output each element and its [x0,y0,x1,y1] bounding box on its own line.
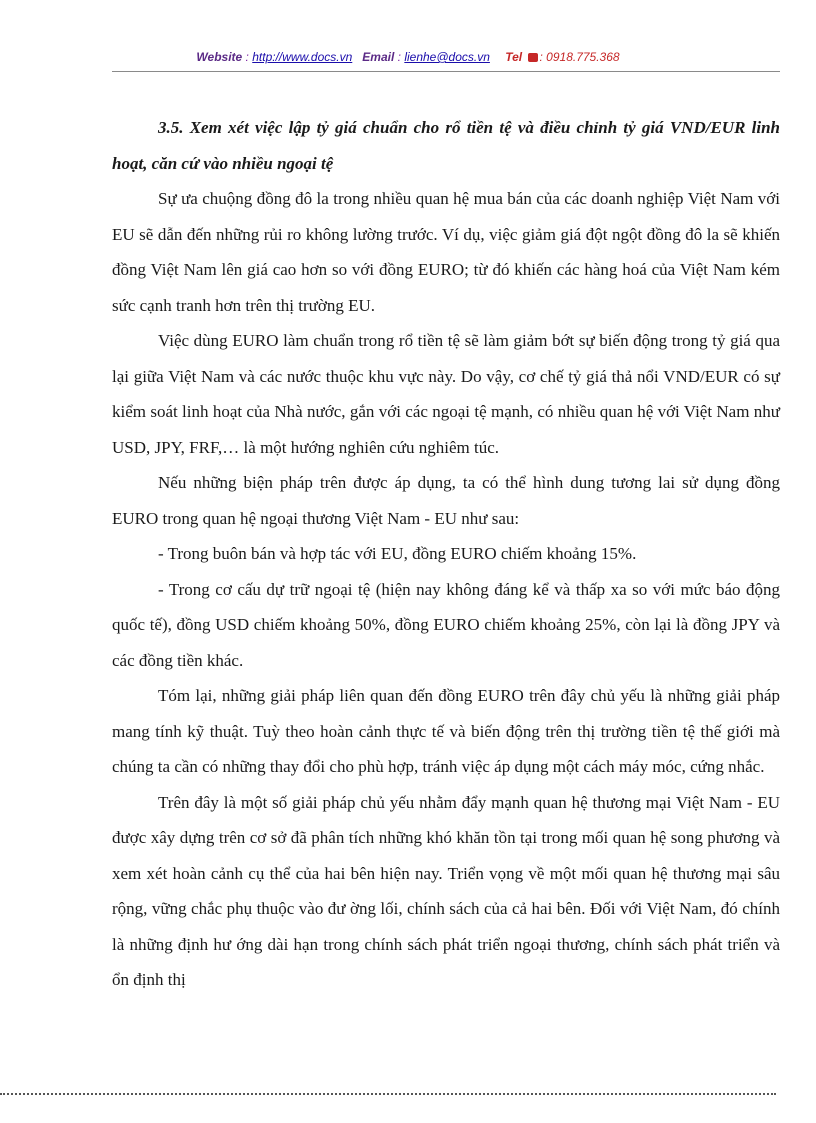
website-link[interactable]: http://www.docs.vn [252,50,353,64]
telephone-icon [528,53,538,62]
website-separator: : [242,50,253,64]
footer-divider [0,1093,776,1095]
email-label: Email [362,50,395,64]
list-item: - Trong cơ cấu dự trữ ngoại tệ (hiện nay không đáng kể và thấp xa so với mức báo động quốc tế), đồng USD chiếm khoảng 50%, đồng EURO chiếm khoảng 25%, còn lại là đồng JPY và các đồng tiền khác. [112,579,780,670]
page-header [0,50,816,64]
document-body [112,110,780,998]
paragraph: Việc dùng EURO làm chuẩn trong rổ tiền tệ sẽ làm giảm bớt sự biến động trong tỷ giá qua lại giữa Việt Nam và các nước thuộc khu vực này. Do vậy, cơ chế tỷ giá thả nổi VND/EUR có sự kiểm soát linh hoạt của Nhà nước, gắn với các ngoại tệ mạnh, có nhiều quan hệ với Việt Nam như USD, JPY, FRF,… là một hướng nghiên cứu nghiêm túc. [112,331,780,457]
tel-label: Tel [505,50,523,64]
header-divider [112,71,780,72]
paragraph: Trên đây là một số giải pháp chủ yếu nhằm đẩy mạnh quan hệ thương mại Việt Nam - EU được xây dựng trên cơ sở đã phân tích những khó khăn tồn tại trong mối quan hệ song phương và xem xét hoàn cảnh cụ thể của hai bên hiện nay. Triển vọng về một mối quan hệ thương mại sâu rộng, vững chắc phụ thuộc vào đư ờng lối, chính sách của cả hai bên. Đối với Việt Nam, đó chính là những định hư ớng dài hạn trong chính sách phát triển ngoại thương, chính sách phát triển và ổn định thị [112,792,780,989]
section-heading: 3.5. Xem xét việc lập tỷ giá chuẩn cho rổ tiền tệ và điều chỉnh tỷ giá VND/EUR linh hoạt, căn cứ vào nhiều ngoại tệ [112,118,780,173]
paragraph: Sự ưa chuộng đồng đô la trong nhiều quan hệ mua bán của các doanh nghiệp Việt Nam với EU sẽ dẫn đến những rủi ro không lường trước. Ví dụ, việc giảm giá đột ngột đồng đô la sẽ khiến đồng Việt Nam lên giá cao hơn so với đồng EURO; từ đó khiến các hàng hoá của Việt Nam kém sức cạnh tranh hơn trên thị trường EU. [112,189,780,315]
list-item: - Trong buôn bán và hợp tác với EU, đồng EURO chiếm khoảng 15%. [158,544,637,563]
website-label: Website [196,50,243,64]
email-separator: : [394,50,405,64]
email-link[interactable]: lienhe@docs.vn [404,50,490,64]
tel-value: : 0918.775.368 [539,50,620,64]
paragraph: Tóm lại, những giải pháp liên quan đến đồng EURO trên đây chủ yếu là những giải pháp mang tính kỹ thuật. Tuỳ theo hoàn cảnh thực tế và biến động trên thị trường tiền tệ thế giới mà chúng ta cần có những thay đổi cho phù hợp, tránh việc áp dụng một cách máy móc, cứng nhắc. [112,686,780,776]
paragraph: Nếu những biện pháp trên được áp dụng, ta có thể hình dung tương lai sử dụng đồng EURO trong quan hệ ngoại thương Việt Nam - EU như sau: [112,473,780,528]
